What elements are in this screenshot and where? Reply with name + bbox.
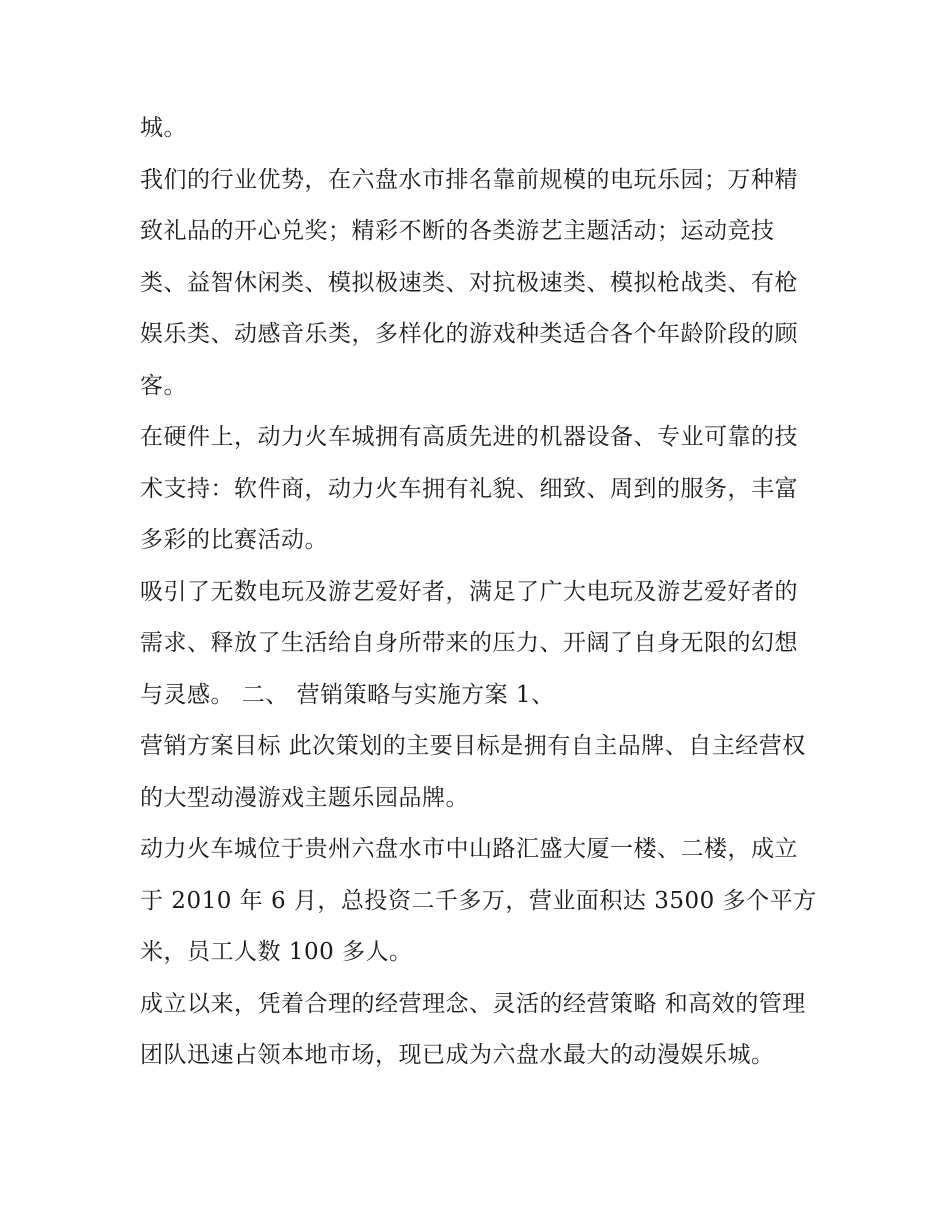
paragraph-hardware: 在硬件上，动力火车城拥有高质先进的机器设备、专业可靠的技术支持：软件商，动力火车拥有礼貌、细致、周到的服务，丰富多彩的比赛活动。 (140, 424, 798, 553)
paragraph-attraction: 吸引了无数电玩及游艺爱好者，满足了广大电玩及游艺爱好者的需求、释放了生活给自身所带来的压力、开阔了自身无限的幻想与灵感。 二、 营销策略与实施方案 1、 (140, 578, 798, 708)
paragraph-since-founding: 成立以来，凭着合理的经营理念、灵活的经营策略 和高效的管理团队迅速占领本地市场，现已成为六盘水最大的动漫娱乐城。 (140, 990, 806, 1068)
paragraph-industry-advantages: 我们的行业优势，在六盘水市排名靠前规模的电玩乐园；万种精致礼品的开心兑奖；精彩不断的各类游艺主题活动；运动竞技类、益智休闲类、模拟极速类、对抗极速类、模拟枪战类、有枪娱乐类、动感音乐类，多样化的游戏种类适合各个年龄阶段的顾客。 (140, 166, 798, 399)
paragraph-location: 动力火车城位于贵州六盘水市中山路汇盛大厦一楼、二楼，成立于 2010 年 6 月，总投资二千多万，营业面积达 3500 多个平方米，员工人数 100 多人。 (140, 836, 817, 965)
paragraph-continuation: 城。 (140, 115, 187, 141)
document-body (140, 103, 820, 1082)
paragraph-marketing-goal: 营销方案目标 此次策划的主要目标是拥有自主品牌、自主经营权的大型动漫游戏主题乐园品牌。 (140, 733, 806, 811)
